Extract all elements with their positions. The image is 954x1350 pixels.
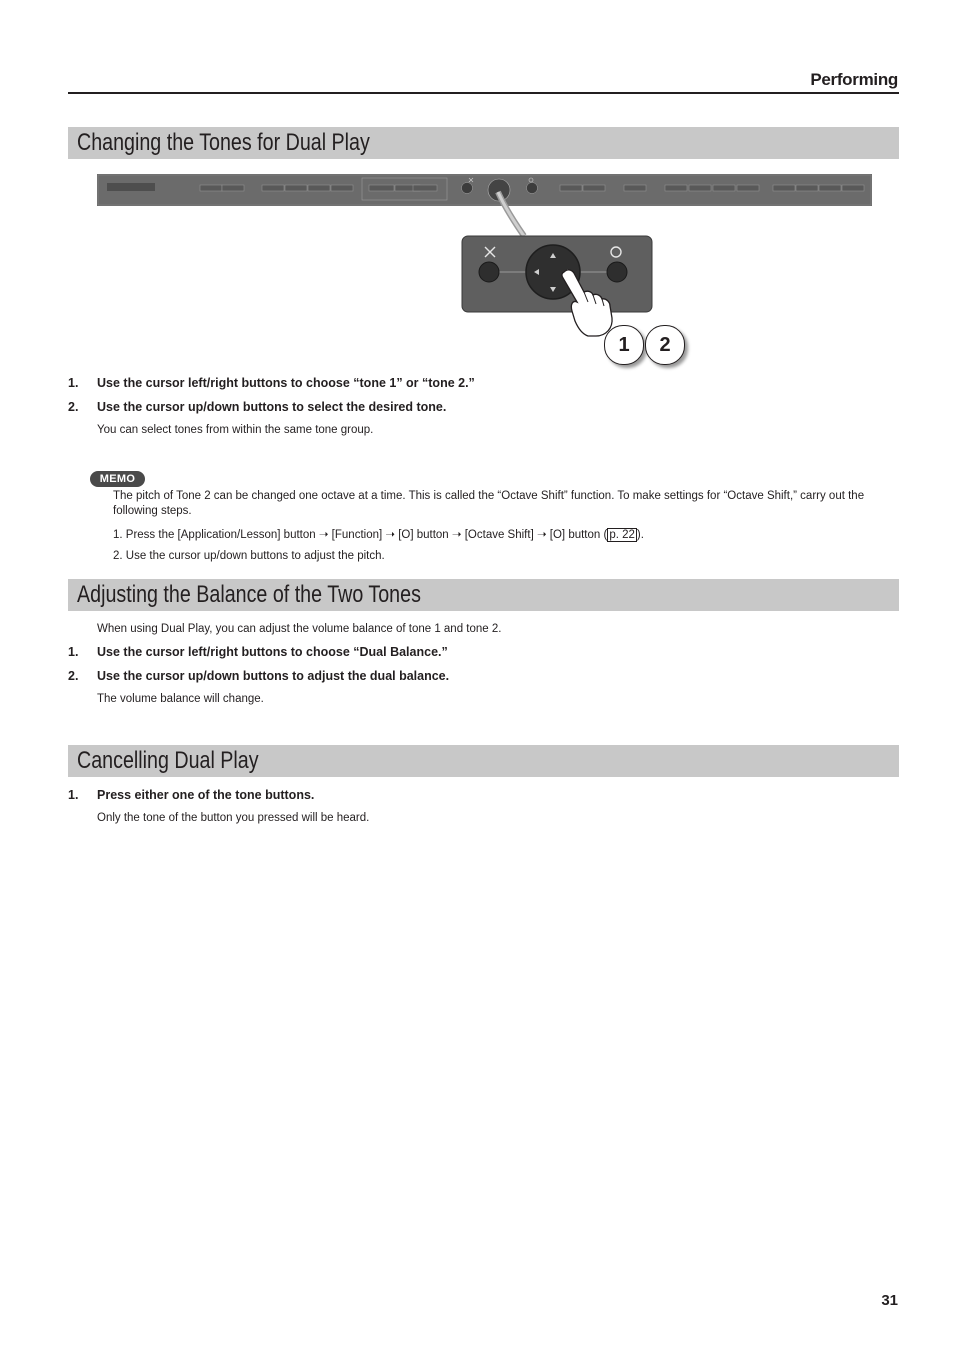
memo-step-1-text: 1. Press the [Application/Lesson] button ➝ [Function] ➝ [O] button ➝ [Octave Shift] ➝ [O] button (: [113, 529, 608, 541]
step-number: 1.: [68, 788, 79, 802]
step-text: Use the cursor up/down buttons to adjust the dual balance.: [97, 669, 450, 683]
step-item: [68, 400, 446, 414]
memo-step-1: [113, 527, 644, 541]
step-item: [68, 788, 314, 802]
enter-circle-icon: [609, 245, 623, 259]
step-text: Use the cursor left/right buttons to choose “tone 1” or “tone 2.”: [97, 376, 475, 390]
header-rule: [68, 92, 899, 94]
memo-step-2: 2. Use the cursor up/down buttons to adjust the pitch.: [113, 550, 385, 562]
step-number: 2.: [68, 400, 79, 414]
pointing-hand-icon: [558, 266, 618, 338]
callout-2: 2: [645, 325, 685, 365]
section-header-adjusting-balance: [68, 579, 899, 611]
step-number: 2.: [68, 669, 79, 683]
section-header-cancelling-dual: [68, 745, 899, 777]
section-header-changing-tones: [68, 127, 899, 159]
section-intro: When using Dual Play, you can adjust the volume balance of tone 1 and tone 2.: [97, 623, 502, 635]
memo-step-1-suffix: ).: [636, 529, 644, 541]
step-note: The volume balance will change.: [97, 693, 264, 705]
section-title: Changing the Tones for Dual Play: [77, 129, 370, 156]
step-note: Only the tone of the button you pressed will be heard.: [97, 812, 370, 824]
page-number: 31: [881, 1292, 898, 1309]
step-number: 1.: [68, 376, 79, 390]
step-item: [68, 669, 449, 683]
step-item: [68, 645, 448, 659]
page-reference-link[interactable]: p. 22: [609, 529, 635, 541]
memo-badge: MEMO: [90, 471, 145, 487]
step-note: You can select tones from within the same tone group.: [97, 424, 374, 436]
callout-1: 1: [604, 325, 644, 365]
section-title: Adjusting the Balance of the Two Tones: [77, 581, 421, 608]
running-header: Performing: [810, 70, 898, 89]
section-title: Cancelling Dual Play: [77, 747, 259, 774]
step-text: Use the cursor left/right buttons to choose “Dual Balance.”: [97, 645, 448, 659]
memo-text: The pitch of Tone 2 can be changed one octave at a time. This is called the “Octave Shift” function. To make settings for “Octave Shift,” carry out the following steps.: [113, 490, 865, 517]
cancel-x-icon: [483, 245, 497, 259]
step-text: Use the cursor up/down buttons to select the desired tone.: [97, 400, 447, 414]
step-text: Press either one of the tone buttons.: [97, 788, 315, 802]
step-number: 1.: [68, 645, 79, 659]
step-item: [68, 376, 475, 390]
